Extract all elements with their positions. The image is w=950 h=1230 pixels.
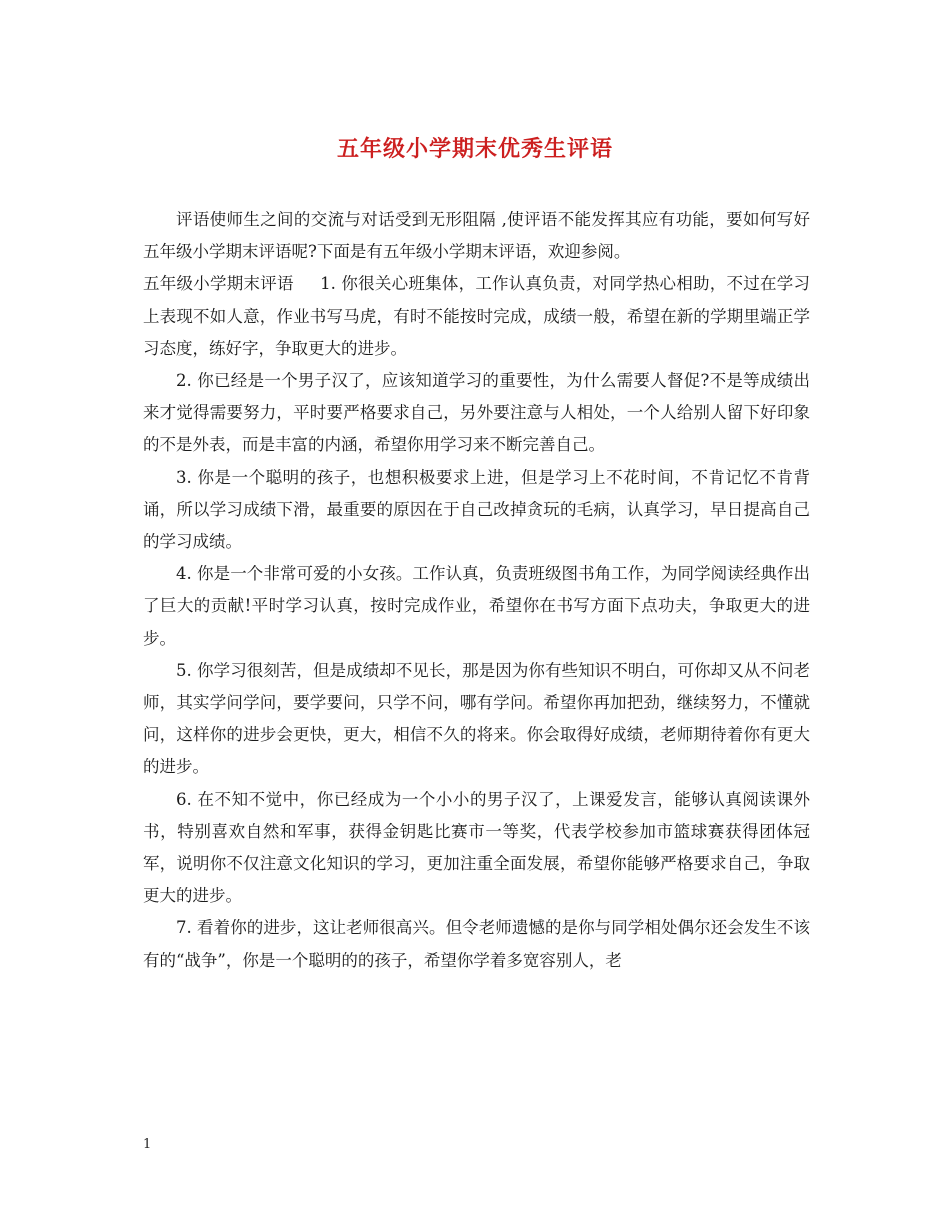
comment-paragraph-7: 7. 看着你的进步，这让老师很高兴。但令老师遗憾的是你与同学相处偶尔还会发生不该有的“战争”，你是一个聪明的的孩子，希望你学着多宽容别人，老 [143, 918, 810, 970]
comment-paragraph-6: 6. 在不知不觉中，你已经成为一个小小的男子汉了，上课爱发言，能够认真阅读课外书，特别喜欢自然和军事，获得金钥匙比赛市一等奖，代表学校参加市篮球赛获得团体冠军，说明你不仅注意文化知识的学习，更加注重全面发展，希望你能够严格要求自己，争取更大的进步。 [143, 789, 810, 906]
intro-paragraph: 评语使师生之间的交流与对话受到无形阻隔 ,使评语不能发挥其应有功能，要如何写好五年级小学期末评语呢?下面是有五年级小学期末评语，欢迎参阅。 [143, 210, 810, 262]
document-title: 五年级小学期末优秀生评语 [336, 136, 613, 162]
document-body [143, 204, 810, 977]
comment-paragraph-4: 4. 你是一个非常可爱的小女孩。工作认真，负责班级图书角工作，为同学阅读经典作出了巨大的贡献!平时学习认真，按时完成作业，希望你在书写方面下点功夫，争取更大的进步。 [143, 564, 810, 648]
comment-paragraph-3: 3. 你是一个聪明的孩子，也想积极要求上进，但是学习上不花时间，不肯记忆不肯背诵，所以学习成绩下滑，最重要的原因在于自己改掉贪玩的毛病，认真学习，早日提高自己的学习成绩。 [143, 467, 810, 552]
comment-text-1: 1. 你很关心班集体，工作认真负责，对同学热心相助，不过在学习上表现不如人意，作业书写马虎，有时不能按时完成，成绩一般，希望在新的学期里端正学习态度，练好字，争取更大的进步。 [143, 274, 810, 358]
comment-paragraph-2: 2. 你已经是一个男子汉了，应该知道学习的重要性，为什么需要人督促?不是等成绩出来才觉得需要努力，平时要严格要求自己，另外要注意与人相处，一个人给别人留下好印象的不是外表，而是丰富的内涵，希望你用学习来不断完善自己。 [143, 371, 810, 455]
page-number: 1 [143, 1137, 152, 1152]
section-label: 五年级小学期末评语 [143, 274, 294, 294]
comment-paragraph-5: 5. 你学习很刻苦，但是成绩却不见长，那是因为你有些知识不明白，可你却又从不问老师，其实学问学问，要学要问，只学不问，哪有学问。希望你再加把劲，继续努力，不懂就问，这样你的进步会更快，更大，相信不久的将来。你会取得好成绩，老师期待着你有更大的进步。 [143, 660, 810, 777]
comment-paragraph-1 [143, 268, 810, 365]
